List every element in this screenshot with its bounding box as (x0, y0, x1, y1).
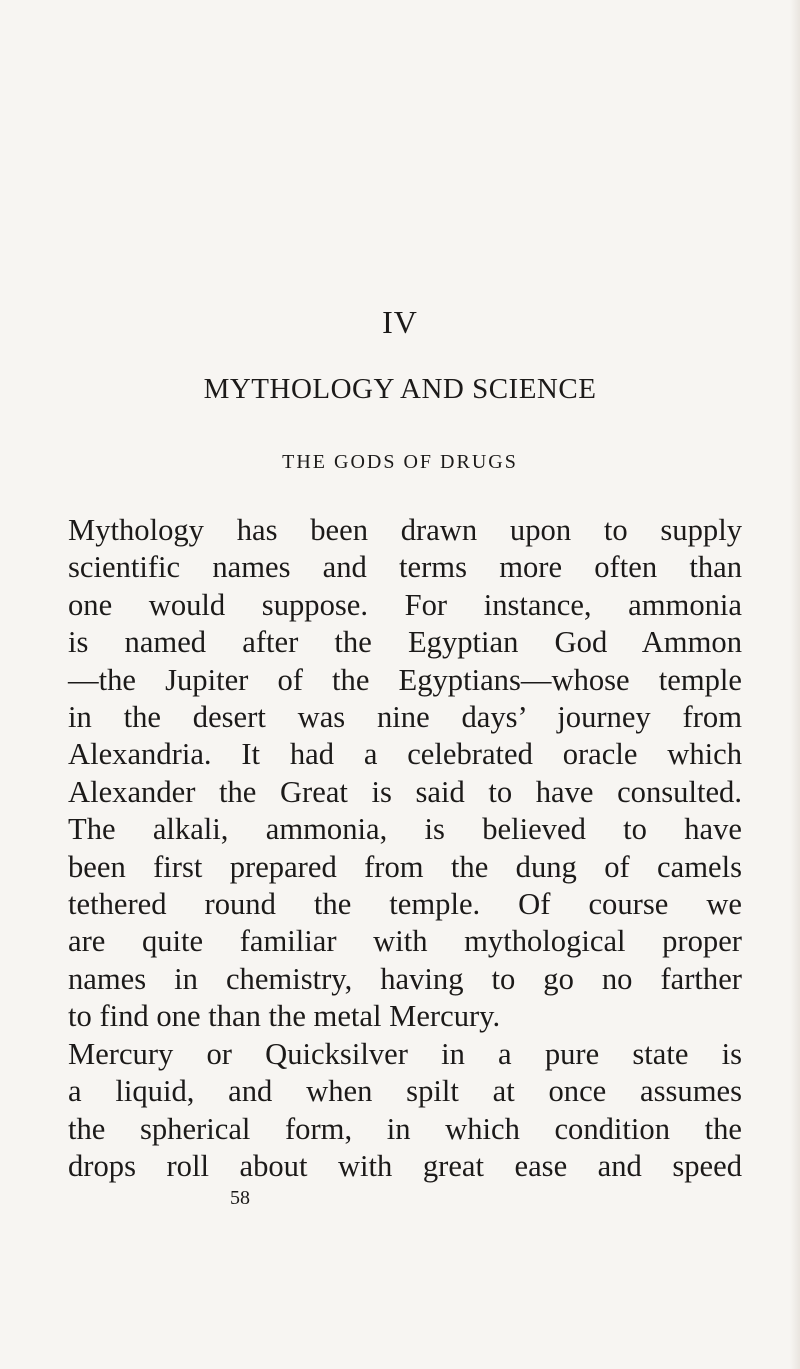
text-line: tethered round the temple. Of course we (68, 887, 742, 922)
paragraph (68, 1036, 742, 1186)
text-line: a liquid, and when spilt at once assumes (68, 1074, 742, 1109)
page-edge-shadow (790, 0, 800, 1369)
paragraph (68, 512, 742, 1036)
text-line: is named after the Egyptian God Ammon (68, 625, 742, 660)
text-line: scientific names and terms more often than (68, 550, 742, 585)
text-line: Mercury or Quicksilver in a pure state is (68, 1036, 742, 1071)
text-line: Alexandria. It had a celebrated oracle which (68, 737, 742, 772)
text-line: one would suppose. For instance, ammonia (68, 587, 742, 622)
chapter-number: IV (382, 304, 418, 340)
text-line: the spherical form, in which condition the (68, 1111, 742, 1146)
chapter-title: MYTHOLOGY AND SCIENCE (203, 373, 597, 405)
body-text (68, 512, 742, 1185)
section-title: THE GODS OF DRUGS (282, 451, 518, 473)
text-line: —the Jupiter of the Egyptians—whose temple (68, 662, 742, 697)
text-line: Mythology has been drawn upon to supply (68, 513, 742, 547)
text-line: are quite familiar with mythological proper (68, 924, 742, 959)
text-line: names in chemistry, having to go no farther (68, 961, 742, 996)
text-line: to find one than the metal Mercury. (68, 999, 501, 1034)
text-line: Alexander the Great is said to have consulted. (68, 774, 742, 809)
text-line: in the desert was nine days’ journey from (68, 700, 742, 735)
text-line: drops roll about with great ease and speed (68, 1148, 742, 1183)
page-number: 58 (230, 1187, 250, 1209)
text-line: been first prepared from the dung of camels (68, 849, 742, 884)
text-line: The alkali, ammonia, is believed to have (68, 812, 742, 847)
